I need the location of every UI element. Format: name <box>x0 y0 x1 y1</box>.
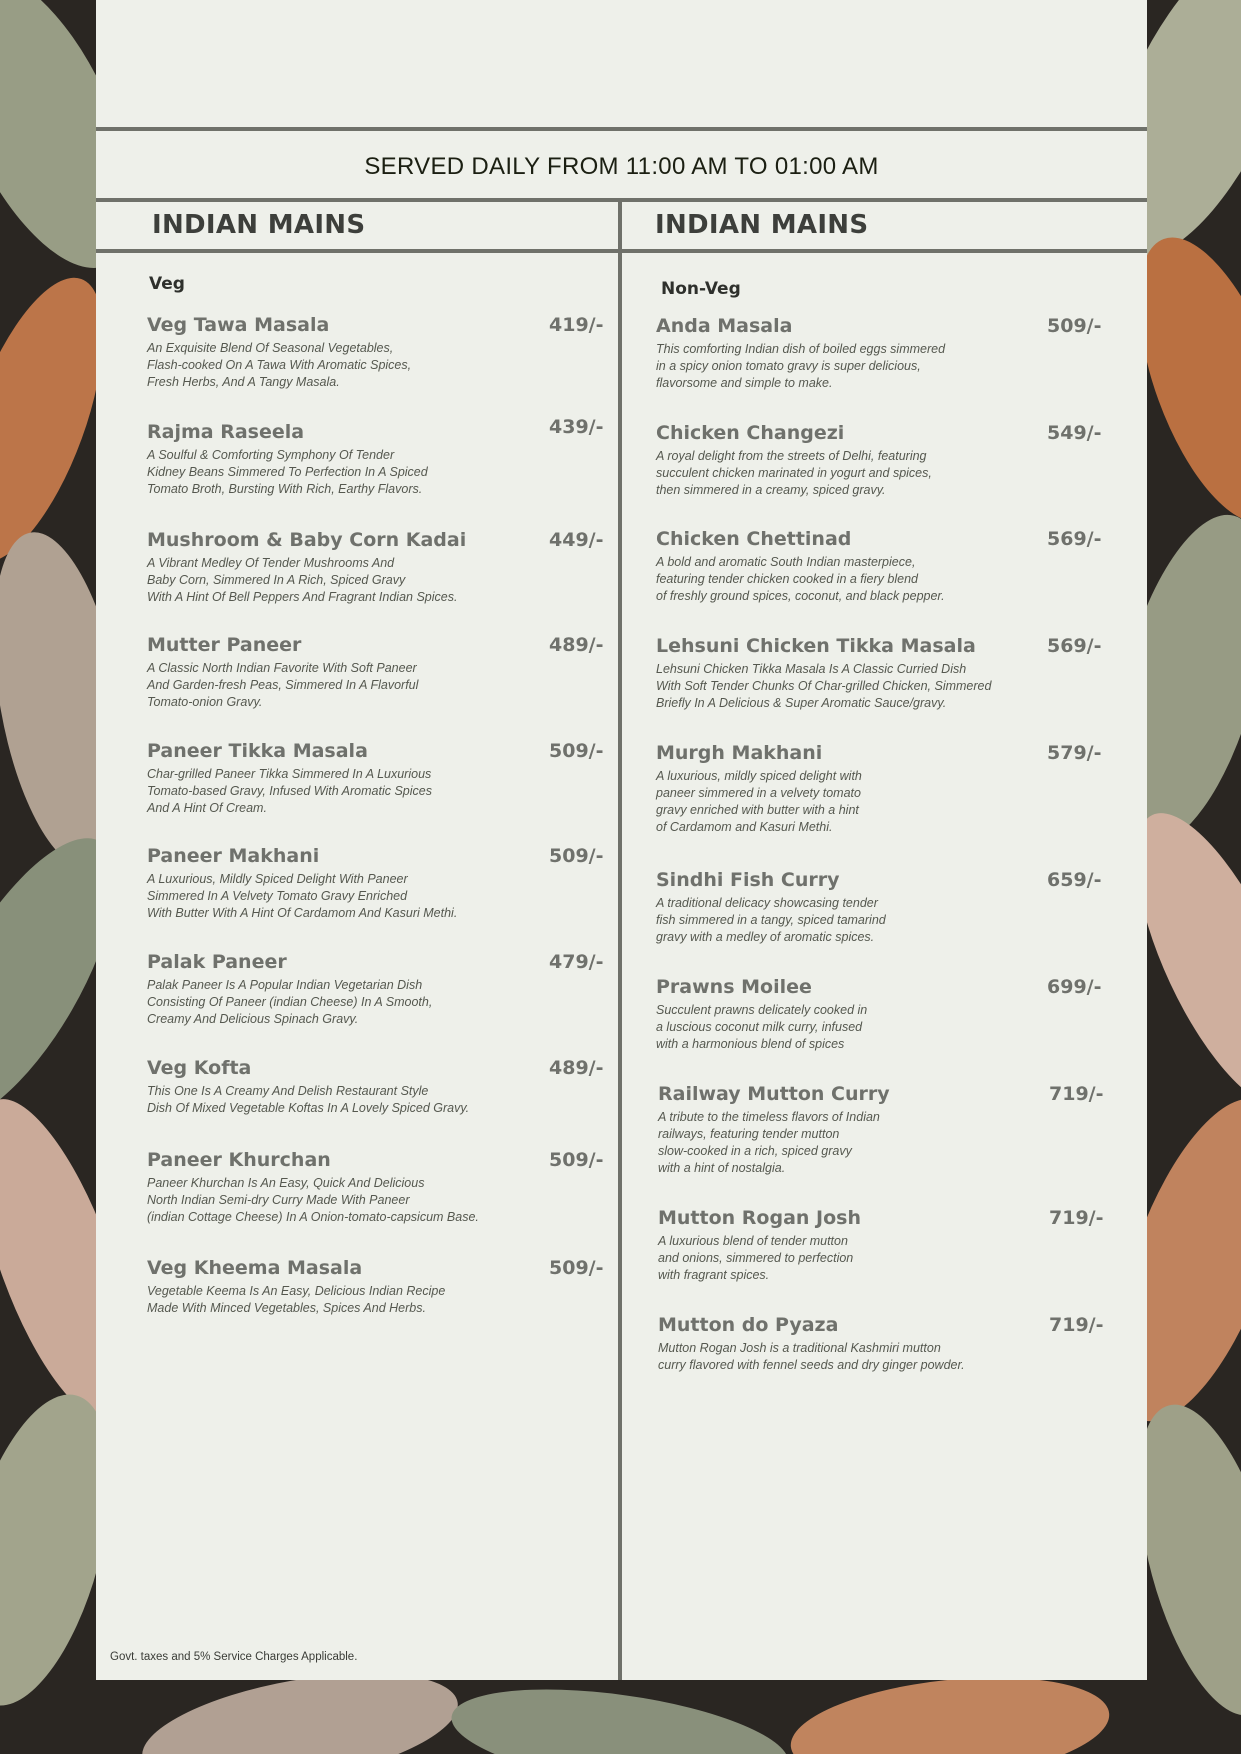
item-price: 549/- <box>1047 422 1102 444</box>
item-description: Succulent prawns delicately cooked in a luscious coconut milk curry, infused with a harmonious blend of spices <box>656 1003 868 1051</box>
item-price: 569/- <box>1047 528 1102 550</box>
item-description: Char-grilled Paneer Tikka Simmered In A Luxurious Tomato-based Gravy, Infused With Aromatic Spices And A Hint Of Cream. <box>147 767 432 815</box>
item-description: A luxurious blend of tender mutton and onions, simmered to perfection with fragrant spices. <box>658 1234 854 1282</box>
item-name: Rajma Raseela <box>147 421 305 443</box>
service-hours: SERVED DAILY FROM 11:00 AM TO 01:00 AM <box>364 153 879 180</box>
item-description: A Soulful & Comforting Symphony Of Tender Kidney Beans Simmered To Perfection In A Spiced Tomato Broth, Bursting With Rich, Earthy Flavors. <box>147 448 428 496</box>
menu-item-murgh-makhani <box>656 741 1102 836</box>
menu-item-chicken-changezi <box>656 421 1102 499</box>
item-price: 719/- <box>1049 1314 1104 1336</box>
section-title-left: INDIAN MAINS <box>152 210 366 240</box>
item-description: A Classic North Indian Favorite With Soft Paneer And Garden-fresh Peas, Simmered In A Flavorful Tomato-onion Gravy. <box>147 661 419 709</box>
item-description: A bold and aromatic South Indian masterpiece, featuring tender chicken cooked in a fiery blend of freshly ground spices, coconut, and black pepper. <box>656 555 945 603</box>
item-price: 419/- <box>549 314 604 336</box>
menu-item-paneer-tikka-masala <box>147 739 604 817</box>
section-title-right: INDIAN MAINS <box>655 210 869 240</box>
menu-item-veg-kofta <box>147 1056 604 1117</box>
item-name: Mutter Paneer <box>147 634 302 656</box>
item-price: 489/- <box>549 1057 604 1079</box>
item-description: A traditional delicacy showcasing tender fish simmered in a tangy, spiced tamarind gravy with a medley of aromatic spices. <box>656 896 886 944</box>
item-price: 569/- <box>1047 635 1102 657</box>
item-name: Chicken Chettinad <box>656 528 852 550</box>
item-name: Chicken Changezi <box>656 422 845 444</box>
item-description: A luxurious, mildly spiced delight with paneer simmered in a velvety tomato gravy enriched with butter with a hint of Cardamom and Kasuri Methi. <box>656 769 862 834</box>
item-description: This One Is A Creamy And Delish Restaurant Style Dish Of Mixed Vegetable Koftas In A Lovely Spiced Gravy. <box>147 1084 470 1115</box>
divider-section <box>96 249 1147 253</box>
item-description: Lehsuni Chicken Tikka Masala Is A Classic Curried Dish With Soft Tender Chunks Of Char-grilled Chicken, Simmered Briefly In A Delicious & Super Aromatic Sauce/gravy. <box>656 662 992 710</box>
item-price: 489/- <box>549 634 604 656</box>
subhead-veg: Veg <box>149 274 185 294</box>
item-price: 449/- <box>549 529 604 551</box>
item-description: A royal delight from the streets of Delhi, featuring succulent chicken marinated in yogurt and spices, then simmered in a creamy, spiced gravy. <box>656 449 932 497</box>
item-description: An Exquisite Blend Of Seasonal Vegetables, Flash-cooked On A Tawa With Aromatic Spices, Fresh Herbs, And A Tangy Masala. <box>147 341 412 389</box>
menu-item-rajma-raseela <box>147 416 604 498</box>
menu-item-sindhi-fish-curry <box>656 868 1102 946</box>
tax-note: Govt. taxes and 5% Service Charges Applicable. <box>110 1651 358 1663</box>
item-description: Mutton Rogan Josh is a traditional Kashmiri mutton curry flavored with fennel seeds and dry ginger powder. <box>658 1341 965 1372</box>
menu-item-mutter-paneer <box>147 633 604 711</box>
menu-item-anda-masala <box>656 314 1102 392</box>
divider-column <box>618 201 622 1680</box>
item-price: 509/- <box>549 740 604 762</box>
menu-item-prawns-moilee <box>656 975 1102 1053</box>
item-price: 509/- <box>549 1149 604 1171</box>
item-price: 479/- <box>549 951 604 973</box>
item-description: A Luxurious, Mildly Spiced Delight With Paneer Simmered In A Velvety Tomato Gravy Enriched With Butter With A Hint Of Cardamom And Kasuri Methi. <box>147 872 458 920</box>
item-name: Sindhi Fish Curry <box>656 869 840 891</box>
item-name: Mutton Rogan Josh <box>658 1207 861 1229</box>
subhead-non-veg: Non-Veg <box>661 279 741 299</box>
menu-item-mutton-do-pyaza <box>658 1313 1104 1374</box>
item-description: Palak Paneer Is A Popular Indian Vegetarian Dish Consisting Of Paneer (indian Cheese) In A Smooth, Creamy And Delicious Spinach Gravy. <box>147 978 433 1026</box>
item-description: A tribute to the timeless flavors of Indian railways, featuring tender mutton slow-cooked in a rich, spiced gravy with a hint of nostalgia. <box>658 1110 880 1175</box>
item-price: 719/- <box>1049 1083 1104 1105</box>
item-name: Veg Tawa Masala <box>147 314 330 336</box>
item-name: Prawns Moilee <box>656 976 812 998</box>
item-name: Mutton do Pyaza <box>658 1314 839 1336</box>
item-name: Veg Kheema Masala <box>147 1257 363 1279</box>
menu-item-chicken-chettinad <box>656 527 1102 605</box>
item-description: This comforting Indian dish of boiled eggs simmered in a spicy onion tomato gravy is super delicious, flavorsome and simple to make. <box>656 342 946 390</box>
menu-item-railway-mutton-curry <box>658 1082 1104 1177</box>
menu-item-paneer-khurchan <box>147 1148 604 1226</box>
menu-item-mushroom-baby-corn-kadai <box>147 528 604 606</box>
item-name: Paneer Tikka Masala <box>147 740 368 762</box>
menu-item-veg-tawa-masala <box>147 313 604 391</box>
menu-item-paneer-makhani <box>147 844 604 922</box>
item-price: 439/- <box>549 416 604 438</box>
menu-item-lehsuni-chicken-tikka-masala <box>656 634 1102 712</box>
item-description: Paneer Khurchan Is An Easy, Quick And Delicious North Indian Semi-dry Curry Made With Paneer (indian Cottage Cheese) In A Onion-tomato-capsicum Base. <box>147 1176 479 1224</box>
item-description: Vegetable Keema Is An Easy, Delicious Indian Recipe Made With Minced Vegetables, Spices And Herbs. <box>147 1284 446 1315</box>
menu-sheet <box>96 0 1147 1680</box>
item-price: 509/- <box>1047 315 1102 337</box>
item-name: Veg Kofta <box>147 1057 252 1079</box>
item-price: 509/- <box>549 1257 604 1279</box>
menu-item-veg-kheema-masala <box>147 1256 604 1317</box>
divider-top <box>96 127 1147 131</box>
item-name: Paneer Khurchan <box>147 1149 331 1171</box>
menu-item-mutton-rogan-josh <box>658 1206 1104 1284</box>
item-name: Murgh Makhani <box>656 742 823 764</box>
item-price: 659/- <box>1047 869 1102 891</box>
item-price: 579/- <box>1047 742 1102 764</box>
item-name: Paneer Makhani <box>147 845 320 867</box>
item-description: A Vibrant Medley Of Tender Mushrooms And Baby Corn, Simmered In A Rich, Spiced Gravy With A Hint Of Bell Peppers And Fragrant Indian Spices. <box>147 556 458 604</box>
item-price: 699/- <box>1047 976 1102 998</box>
item-price: 719/- <box>1049 1207 1104 1229</box>
item-name: Railway Mutton Curry <box>658 1083 890 1105</box>
item-name: Mushroom & Baby Corn Kadai <box>147 529 467 551</box>
menu-item-palak-paneer <box>147 950 604 1028</box>
item-name: Palak Paneer <box>147 951 287 973</box>
item-price: 509/- <box>549 845 604 867</box>
item-name: Lehsuni Chicken Tikka Masala <box>656 635 976 657</box>
item-name: Anda Masala <box>656 315 793 337</box>
